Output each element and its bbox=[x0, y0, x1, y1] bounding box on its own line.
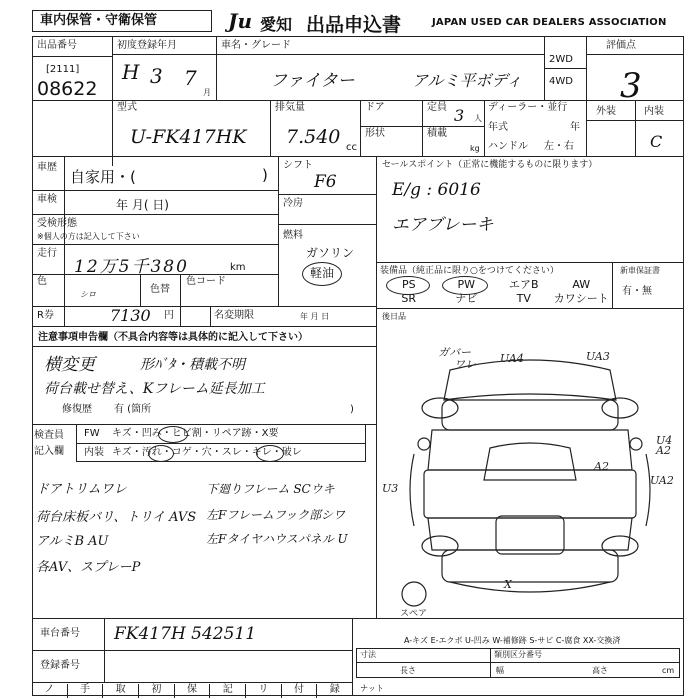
recycle-label: R券 bbox=[37, 310, 54, 321]
remark-right-2: 左Fフレームフック部シワ bbox=[206, 508, 346, 522]
equipment-sr: SR bbox=[401, 292, 417, 305]
reg-label: 登録番号 bbox=[40, 660, 80, 671]
certificate-label: 受検形態 bbox=[37, 218, 77, 229]
inspector-label-2: 記入欄 bbox=[34, 446, 64, 457]
inspector-row2-head: 内装 bbox=[84, 447, 104, 458]
length-label: 長さ bbox=[400, 666, 416, 675]
capacity-unit: 人 bbox=[474, 114, 482, 123]
fuel-circle-icon bbox=[302, 262, 342, 286]
cc-unit: cc bbox=[346, 142, 357, 153]
inspector-row1-head: FW bbox=[84, 428, 100, 439]
car-diagram bbox=[380, 340, 680, 616]
month-value: 7 bbox=[184, 66, 197, 90]
model-year-label: 年式 bbox=[488, 122, 508, 133]
sales-point-2: エアブレーキ bbox=[392, 215, 494, 235]
equipment-label: 装備品（純正品に限り○をつけてください） bbox=[380, 266, 559, 276]
remark-right-1: 下廻りフレーム SCウキ bbox=[206, 482, 335, 496]
score-label: 評価点 bbox=[606, 40, 636, 51]
color-change-label: 色替 bbox=[150, 284, 170, 295]
score-value: 3 bbox=[620, 66, 642, 106]
sales-point-label: セールスポイント（正常に機能するものに限ります） bbox=[382, 160, 598, 170]
exterior-grade: C bbox=[650, 132, 663, 151]
equipment-tv: TV bbox=[516, 292, 531, 305]
yen-unit: 円 bbox=[164, 310, 174, 321]
load-label: 積載 bbox=[427, 128, 447, 139]
classification-label: 類別区分番号 bbox=[494, 650, 542, 659]
notes-title: 注意事項申告欄（不具合内容等は具体的に記入して下さい） bbox=[38, 332, 308, 343]
equipment-aw: AW bbox=[572, 278, 591, 291]
repair-value: 有 (箇所 bbox=[114, 404, 152, 415]
mark-u3: U3 bbox=[382, 482, 399, 495]
lot-label: 出品番号 bbox=[37, 40, 77, 51]
mileage-label: 走行 bbox=[37, 248, 57, 259]
lot-sub: [2111] bbox=[46, 64, 80, 75]
height-label: 高さ bbox=[592, 666, 608, 675]
mark-u4: U4 bbox=[656, 434, 673, 447]
sales-point-1: E/g : 6016 bbox=[392, 180, 481, 200]
inspection-value: 年 月( 日) bbox=[116, 198, 169, 212]
fuel-value: ガソリン bbox=[306, 246, 355, 260]
storage-label: 車内保管・守衛保管 bbox=[40, 13, 158, 28]
dealer-label: ディーラー・並行 bbox=[488, 102, 568, 113]
chassis-label: 車台番号 bbox=[40, 628, 80, 639]
rear-label: 後日品 bbox=[382, 312, 406, 321]
inspector-row1: キズ・凹み・ヒビ割・リペア跡・X要 bbox=[112, 428, 279, 439]
mark-ua4: UA4 bbox=[500, 352, 524, 365]
history-close: ) bbox=[262, 166, 268, 184]
lot-number: 08622 bbox=[37, 78, 98, 100]
chassis-value: FK417H 542511 bbox=[114, 624, 257, 644]
warranty-label: 新車保証書 bbox=[620, 266, 660, 275]
mark-a2-right: A2 bbox=[656, 444, 671, 457]
dirt-circle-icon bbox=[148, 445, 174, 462]
km-unit: km bbox=[230, 262, 246, 273]
notes-line-2: 荷台載せ替え、Kフレーム延長加工 bbox=[44, 381, 265, 397]
repair-close: ) bbox=[350, 404, 354, 415]
equipment-pw: PW bbox=[457, 278, 475, 291]
displacement-label: 排気量 bbox=[275, 102, 305, 113]
name-change-value: 年 月 日 bbox=[300, 312, 330, 321]
mileage-value: 12万5千380 bbox=[74, 257, 189, 277]
model-value: U-FK417HK bbox=[130, 126, 247, 148]
equipment-airbag: エアB bbox=[508, 278, 539, 291]
check-row bbox=[32, 684, 352, 698]
inspector-row2: キズ・汚れ・コゲ・穴・スレ・キレ・破レ bbox=[112, 447, 302, 458]
shape-label: 形状 bbox=[365, 128, 385, 139]
nut-label: ナット bbox=[360, 684, 384, 693]
form-subtitle: JAPAN USED CAR DEALERS ASSOCIATION bbox=[432, 17, 667, 28]
remark-2: 荷台床板バリ、トリイ AVS bbox=[36, 510, 197, 525]
repair-label: 修復歴 bbox=[62, 404, 92, 415]
displacement-value: 7.540 bbox=[286, 126, 341, 148]
check-1: ノ bbox=[32, 684, 68, 698]
pw-circle-icon bbox=[442, 276, 488, 295]
form-title: 出品申込書 bbox=[306, 14, 402, 36]
capacity-label: 定員 bbox=[427, 102, 447, 113]
grade-value: アルミ平ボディ bbox=[412, 71, 523, 90]
mark-cover: ガバー bbox=[438, 346, 471, 359]
door-label: ドア bbox=[365, 102, 385, 113]
remark-1: ドアトリムワレ bbox=[36, 482, 127, 497]
kg-unit: kg bbox=[470, 144, 480, 153]
check-5: 保 bbox=[175, 684, 211, 698]
history-label: 車歴 bbox=[37, 162, 57, 173]
warranty-value: 有・無 bbox=[622, 286, 652, 297]
first-reg-label: 初度登録年月 bbox=[117, 40, 177, 51]
drive-2wd: 2WD bbox=[549, 54, 573, 65]
ac-label: 冷房 bbox=[283, 198, 303, 209]
inspector-label-1: 検査員 bbox=[34, 430, 64, 441]
unit-cm: cm bbox=[662, 666, 675, 675]
color-label: 色 bbox=[37, 276, 47, 287]
check-7: リ bbox=[246, 684, 282, 698]
remark-right-3: 左Fタイヤハウスパネル U bbox=[206, 532, 348, 546]
org-name: 愛知 bbox=[260, 15, 293, 34]
model-label: 型式 bbox=[117, 102, 137, 113]
shift-label: シフト bbox=[283, 160, 313, 171]
handle-value: 左・右 bbox=[544, 141, 574, 152]
ju-logo-icon: Ju bbox=[228, 9, 253, 33]
month-unit: 月 bbox=[203, 88, 211, 97]
diagram-legend: A-キズ E-エクボ U-凹み W-補修跡 S-サビ C-腐食 XX-交換済 bbox=[404, 636, 621, 645]
check-8: 付 bbox=[282, 684, 318, 698]
shift-value: F6 bbox=[314, 172, 337, 192]
mark-ua2: UA2 bbox=[650, 474, 674, 487]
width-label: 幅 bbox=[496, 666, 504, 675]
fuel-value-2: 軽油 bbox=[310, 266, 335, 280]
drive-4wd: 4WD bbox=[549, 76, 573, 87]
scuff-circle-icon bbox=[256, 445, 284, 462]
notes-line-1b: 形ﾊﾞﾀ・積載不明 bbox=[140, 357, 245, 373]
history-value: 自家用・( bbox=[70, 168, 136, 186]
dent-circle-icon bbox=[158, 426, 188, 443]
color-code-label: 色コード bbox=[186, 276, 226, 287]
check-4: 初 bbox=[139, 684, 175, 698]
size-label: 寸法 bbox=[360, 650, 376, 659]
notes-line-1: 横変更 bbox=[44, 355, 95, 375]
check-6: 記 bbox=[210, 684, 246, 698]
mark-x: X bbox=[504, 578, 512, 591]
remark-4: 各AV、スプレーP bbox=[36, 560, 141, 575]
check-3: 取 bbox=[103, 684, 139, 698]
mark-ua3: UA3 bbox=[586, 350, 610, 363]
inspection-label: 車検 bbox=[37, 194, 57, 205]
color-value: シロ bbox=[80, 290, 96, 299]
equipment-navi: ナビ bbox=[455, 292, 478, 305]
car-name-value: ファイター bbox=[270, 71, 355, 91]
fuel-label: 燃料 bbox=[283, 230, 303, 241]
mark-crack: ワレ bbox=[454, 358, 476, 371]
spare-label: スペア bbox=[400, 609, 428, 616]
equipment-ps: PS bbox=[401, 278, 416, 291]
interior-label: 内装 bbox=[644, 106, 664, 117]
certificate-note: ※個人の方は記入して下さい bbox=[37, 232, 140, 241]
mark-a2: A2 bbox=[594, 460, 609, 473]
remark-3: アルミB AU bbox=[36, 534, 109, 549]
model-year-unit: 年 bbox=[570, 122, 580, 133]
ps-circle-icon bbox=[386, 276, 430, 295]
name-change-label: 名変期限 bbox=[214, 310, 254, 321]
capacity-value: 3 bbox=[454, 106, 465, 125]
check-9: 録 bbox=[329, 684, 340, 695]
handle-label: ハンドル bbox=[488, 141, 528, 152]
check-2: 手 bbox=[68, 684, 104, 698]
car-name-label: 車名・グレード bbox=[221, 40, 291, 51]
recycle-value: 7130 bbox=[110, 306, 151, 325]
exterior-label: 外装 bbox=[596, 106, 616, 117]
year-value: 3 bbox=[150, 64, 163, 88]
equipment-leather: カワシート bbox=[553, 292, 609, 305]
era-value: H bbox=[122, 60, 140, 84]
